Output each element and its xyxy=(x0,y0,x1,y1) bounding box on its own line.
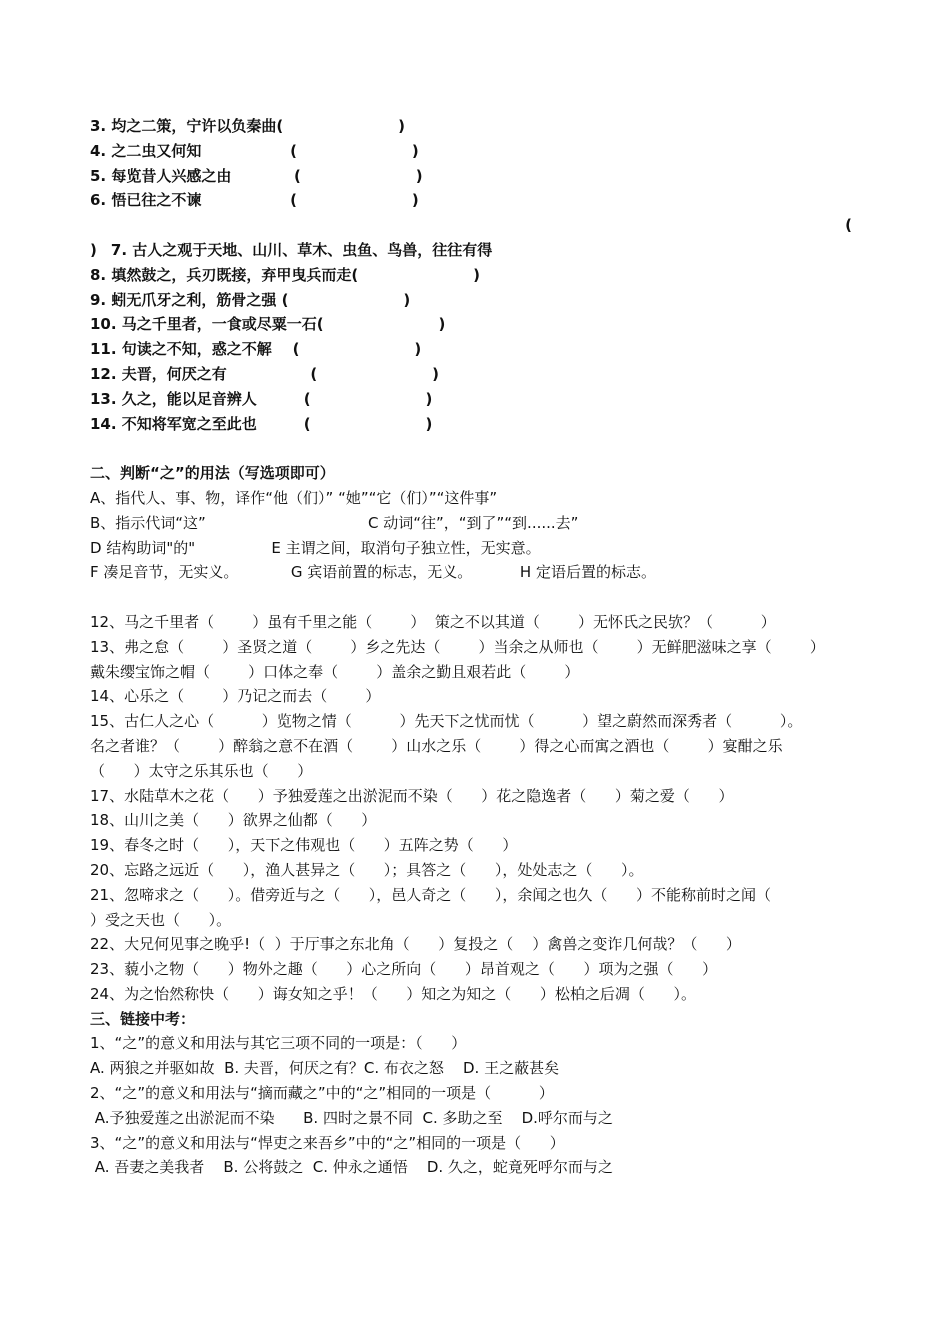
part2-question-21: 21、忽啼求之（ ）。借旁近与之（ ），邑人奇之（ ），余闻之也久（ ）不能称前时之闻（ xyxy=(90,885,772,904)
part2-question-23: 23、藐小之物（ ）物外之趣（ ）心之所向（ ）昂首观之（ ）项为之强（ ） xyxy=(90,960,718,979)
part1-item-7-text: 7. 古人之观于天地、山川、草木、虫鱼、鸟兽，往往有得 xyxy=(110,240,493,259)
part1-item-8: 8. 填然鼓之，兵刃既接，弃甲曳兵而走( ) xyxy=(90,265,480,284)
part1-item-14: 14. 不知将军宽之至此也 ( ) xyxy=(90,414,433,433)
part2-question-19: 19、春冬之时（ ），天下之伟观也（ ）五阵之势（ ） xyxy=(90,836,518,855)
part1-item-10: 10. 马之千里者，一食或尽粟一石( ) xyxy=(90,315,446,334)
part2-option-a: A、指代人、事、物，译作“他（们）” “她”“它（们）”“这件事” xyxy=(90,488,498,507)
part2-question-20: 20、忘路之远近（ ），渔人甚异之（ ）；具答之（ ），处处志之（ ）。 xyxy=(90,860,644,879)
part3-question-3-options: A. 吾妻之美我者 B. 公将鼓之 C. 仲永之通悟 D. 久之，蛇竟死呼尔而与之 xyxy=(90,1158,613,1177)
part2-question-17: 17、水陆草木之花（ ）予独爱莲之出淤泥而不染（ ）花之隐逸者（ ）菊之爱（ ） xyxy=(90,786,734,805)
part1-item-7 xyxy=(90,213,880,259)
part1-item-9: 9. 蚓无爪牙之利，筋骨之强 ( ) xyxy=(90,290,411,309)
part3-question-1: 1、“之”的意义和用法与其它三项不同的一项是：（ ） xyxy=(90,1034,467,1053)
part3-question-2: 2、“之”的意义和用法与“摘而藏之”中的“之”相同的一项是（ ） xyxy=(90,1084,554,1103)
part2-question-12: 12、马之千里者（ ）虽有千里之能（ ） 策之不以其道（ ）无怀氏之民欤？（ ） xyxy=(90,612,776,631)
part1-item-7-paren: ( xyxy=(845,216,852,235)
part1-item-11: 11. 句读之不知，惑之不解 ( ) xyxy=(90,340,422,359)
part1-item-5: 5. 每览昔人兴感之由 ( ) xyxy=(90,166,423,185)
part1-item-7-continued: ) xyxy=(90,240,97,259)
spacer xyxy=(90,585,880,610)
part2-question-18: 18、山川之美（ ）欲界之仙都（ ） xyxy=(90,811,377,830)
part2-question-15-end: （ ）太守之乐其乐也（ ） xyxy=(90,761,313,780)
part2-question-21-continued: ）受之天也（ ）。 xyxy=(90,910,232,929)
part3-question-1-options: A. 两狼之并驱如故 B. 夫晋，何厌之有？C. 布衣之怒 D. 王之蔽甚矣 xyxy=(90,1059,560,1078)
part3-question-3: 3、“之”的意义和用法与“悍吏之来吾乡”中的“之”相同的一项是（ ） xyxy=(90,1133,565,1152)
part2-option-b-c: B、指示代词“这” C 动词“往”，“到了”“到......去” xyxy=(90,513,579,532)
spacer xyxy=(90,436,880,461)
part3-question-2-options: A.予独爱莲之出淤泥而不染 B. 四时之景不同 C. 多助之至 D.呼尔而与之 xyxy=(90,1108,613,1127)
part2-question-14: 14、心乐之（ ）乃记之而去（ ） xyxy=(90,687,381,706)
part3-heading: 三、链接中考： xyxy=(90,1009,196,1028)
part1-item-12: 12. 夫晋，何厌之有 ( ) xyxy=(90,364,439,383)
document-page xyxy=(90,114,880,1180)
part2-option-d-e: D 结构助词"的" E 主谓之间，取消句子独立性，无实意。 xyxy=(90,538,541,557)
part1-item-3: 3. 均之二策，宁许以负秦曲( ) xyxy=(90,117,405,135)
part1-item-13: 13. 久之，能以足音辨人 ( ) xyxy=(90,389,433,408)
part2-question-24: 24、为之怡然称快（ ）诲女知之乎！（ ）知之为知之（ ）松柏之后凋（ ）。 xyxy=(90,984,697,1003)
part2-question-13: 13、弗之怠（ ）圣贤之道（ ）乡之先达（ ）当余之从师也（ ）无鲜肥滋味之享（ ） xyxy=(90,637,825,656)
part2-question-13-continued: 戴朱缨宝饰之帽（ ）口体之奉（ ）盖余之勤且艰若此（ ） xyxy=(90,662,580,681)
part2-question-15: 15、古仁人之心（ ）览物之情（ ）先天下之忧而忧（ ）望之蔚然而深秀者（ ）。 xyxy=(90,712,803,731)
part1-item-6: 6. 悟已往之不谏 ( ) xyxy=(90,191,419,210)
part2-question-22: 22、大兄何见事之晚乎!（ ）于厅事之东北角（ ）复投之（ ）禽兽之变诈几何哉？（ ） xyxy=(90,935,741,954)
part2-heading: 二、判断“之”的用法（写选项即可） xyxy=(90,464,335,483)
part2-option-f-g-h: F 凑足音节，无实义。 G 宾语前置的标志，无义。 H 定语后置的标志。 xyxy=(90,563,656,582)
part1-item-4: 4. 之二虫又何知 ( ) xyxy=(90,141,419,160)
part2-question-15-continued: 名之者谁？（ ）醉翁之意不在酒（ ）山水之乐（ ）得之心而寓之酒也（ ）宴酣之乐 xyxy=(90,736,783,755)
